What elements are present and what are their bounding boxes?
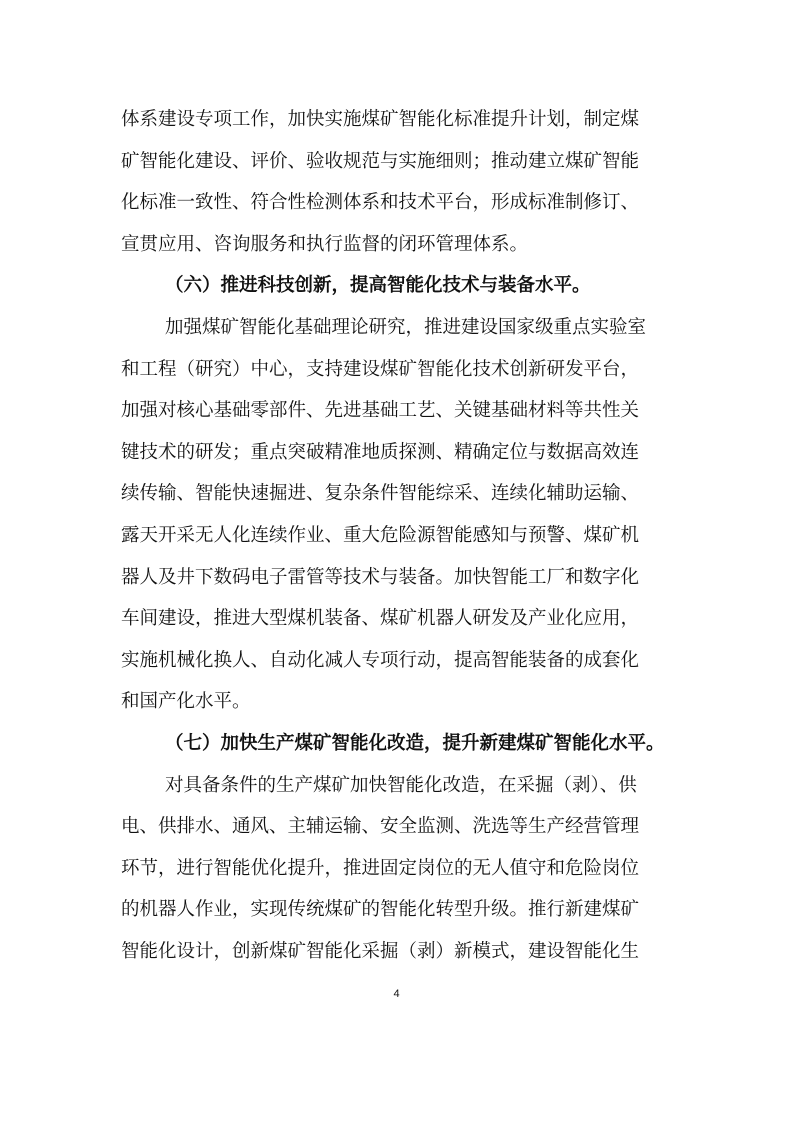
paragraph-line: 续传输、智能快速掘进、复杂条件智能综采、连续化辅助运输、 bbox=[121, 483, 640, 505]
paragraph-line: 和工程（研究）中心，支持建设煤矿智能化技术创新研发平台， bbox=[121, 358, 640, 380]
paragraph-line: 体系建设专项工作，加快实施煤矿智能化标准提升计划，制定煤 bbox=[121, 109, 640, 130]
paragraph-line: 智能化设计，创新煤矿智能化采掘（剥）新模式，建设智能化生 bbox=[121, 941, 640, 962]
section-heading-7: （七）加快生产煤矿智能化改造，提升新建煤矿智能化水平。 bbox=[165, 733, 665, 754]
paragraph-line: 器人及井下数码电子雷管等技术与装备。加快智能工厂和数字化 bbox=[121, 566, 640, 588]
paragraph-line: 宣贯应用、咨询服务和执行监督的闭环管理体系。 bbox=[121, 233, 529, 255]
paragraph-line: 加强煤矿智能化基础理论研究，推进建设国家级重点实验室 bbox=[165, 317, 647, 338]
paragraph-line: 对具备条件的生产煤矿加快智能化改造，在采掘（剥）、供 bbox=[165, 774, 637, 796]
paragraph-line: 露天开采无人化连续作业、重大危险源智能感知与预警、煤矿机 bbox=[121, 525, 640, 546]
paragraph-line: 矿智能化建设、评价、验收规范与实施细则；推动建立煤矿智能 bbox=[121, 150, 640, 172]
paragraph-line: 电、供排水、通风、主辅运输、安全监测、洗选等生产经营管理 bbox=[121, 816, 640, 838]
paragraph-line: 键技术的研发；重点突破精准地质探测、精确定位与数据高效连 bbox=[121, 441, 640, 463]
paragraph-line: 车间建设，推进大型煤机装备、煤矿机器人研发及产业化应用， bbox=[121, 608, 640, 630]
page-number: 4 bbox=[393, 988, 400, 1000]
section-heading-6: （六）推进科技创新，提高智能化技术与装备水平。 bbox=[165, 275, 591, 297]
paragraph-line: 和国产化水平。 bbox=[121, 691, 251, 713]
paragraph-line: 环节，进行智能优化提升，推进固定岗位的无人值守和危险岗位 bbox=[121, 857, 640, 879]
paragraph-line: 实施机械化换人、自动化减人专项行动，提高智能装备的成套化 bbox=[121, 649, 640, 671]
paragraph-line: 加强对核心基础零部件、先进基础工艺、关键基础材料等共性关 bbox=[121, 400, 640, 422]
paragraph-line: 化标准一致性、符合性检测体系和技术平台，形成标准制修订、 bbox=[121, 192, 640, 214]
paragraph-line: 的机器人作业，实现传统煤矿的智能化转型升级。推行新建煤矿 bbox=[121, 899, 640, 921]
